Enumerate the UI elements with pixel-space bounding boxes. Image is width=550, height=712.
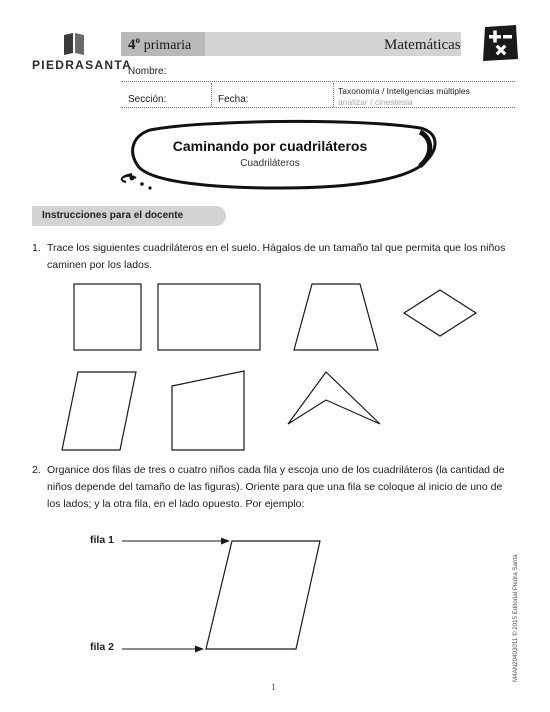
grade-label: 4$^o$ primaria	[128, 35, 192, 53]
row-2-label: fila 2	[90, 641, 114, 653]
instruction-1-line-2: caminen por los lados.	[47, 259, 153, 271]
example-parallelogram	[206, 541, 320, 649]
instruction-number: 2.	[32, 464, 41, 476]
instruction-2-line-2: niños depende del tamaño de las figuras). Oriente para que una fila se coloque al inicio de uno de	[47, 481, 503, 493]
row-1-label: fila 1	[90, 534, 114, 546]
publisher-logo: PIEDRASANTA	[32, 58, 133, 72]
taxonomy-label: Taxonomía / Inteligencias múltiples	[338, 86, 470, 96]
date-label: Fecha:	[218, 94, 249, 105]
worksheet-title: Caminando por cuadriláteros	[172, 138, 368, 154]
section-header: Instrucciones para el docente	[42, 210, 184, 221]
worksheet-subtitle: Cuadriláteros	[240, 158, 300, 169]
row-1-arrow	[122, 538, 230, 545]
name-label: Nombre:	[128, 66, 167, 77]
subject-title: Matemáticas	[384, 37, 461, 53]
instruction-1-line-1: Trace los siguientes cuadriláteros en el suelo. Hágalos de un tamaño tal que permita que los niños	[47, 242, 506, 254]
row-2-arrow	[122, 646, 204, 653]
section-label: Sección:	[128, 94, 167, 105]
page-number: 1	[271, 682, 276, 692]
instruction-2-line-3: los lados; y la otra fila, en el lado opuesto. Por ejemplo:	[47, 498, 305, 510]
instruction-number: 1.	[32, 242, 41, 254]
taxonomy-values: analizar / cinestesia	[338, 97, 413, 107]
instruction-2-line-1: Organice dos filas de tres o cuatro niños cada fila y escoja uno de los cuadriláteros (la cantidad de	[47, 464, 505, 476]
copyright-notice: M4AN20403011 © 2015 Editorial Piedra Santa	[512, 554, 519, 682]
